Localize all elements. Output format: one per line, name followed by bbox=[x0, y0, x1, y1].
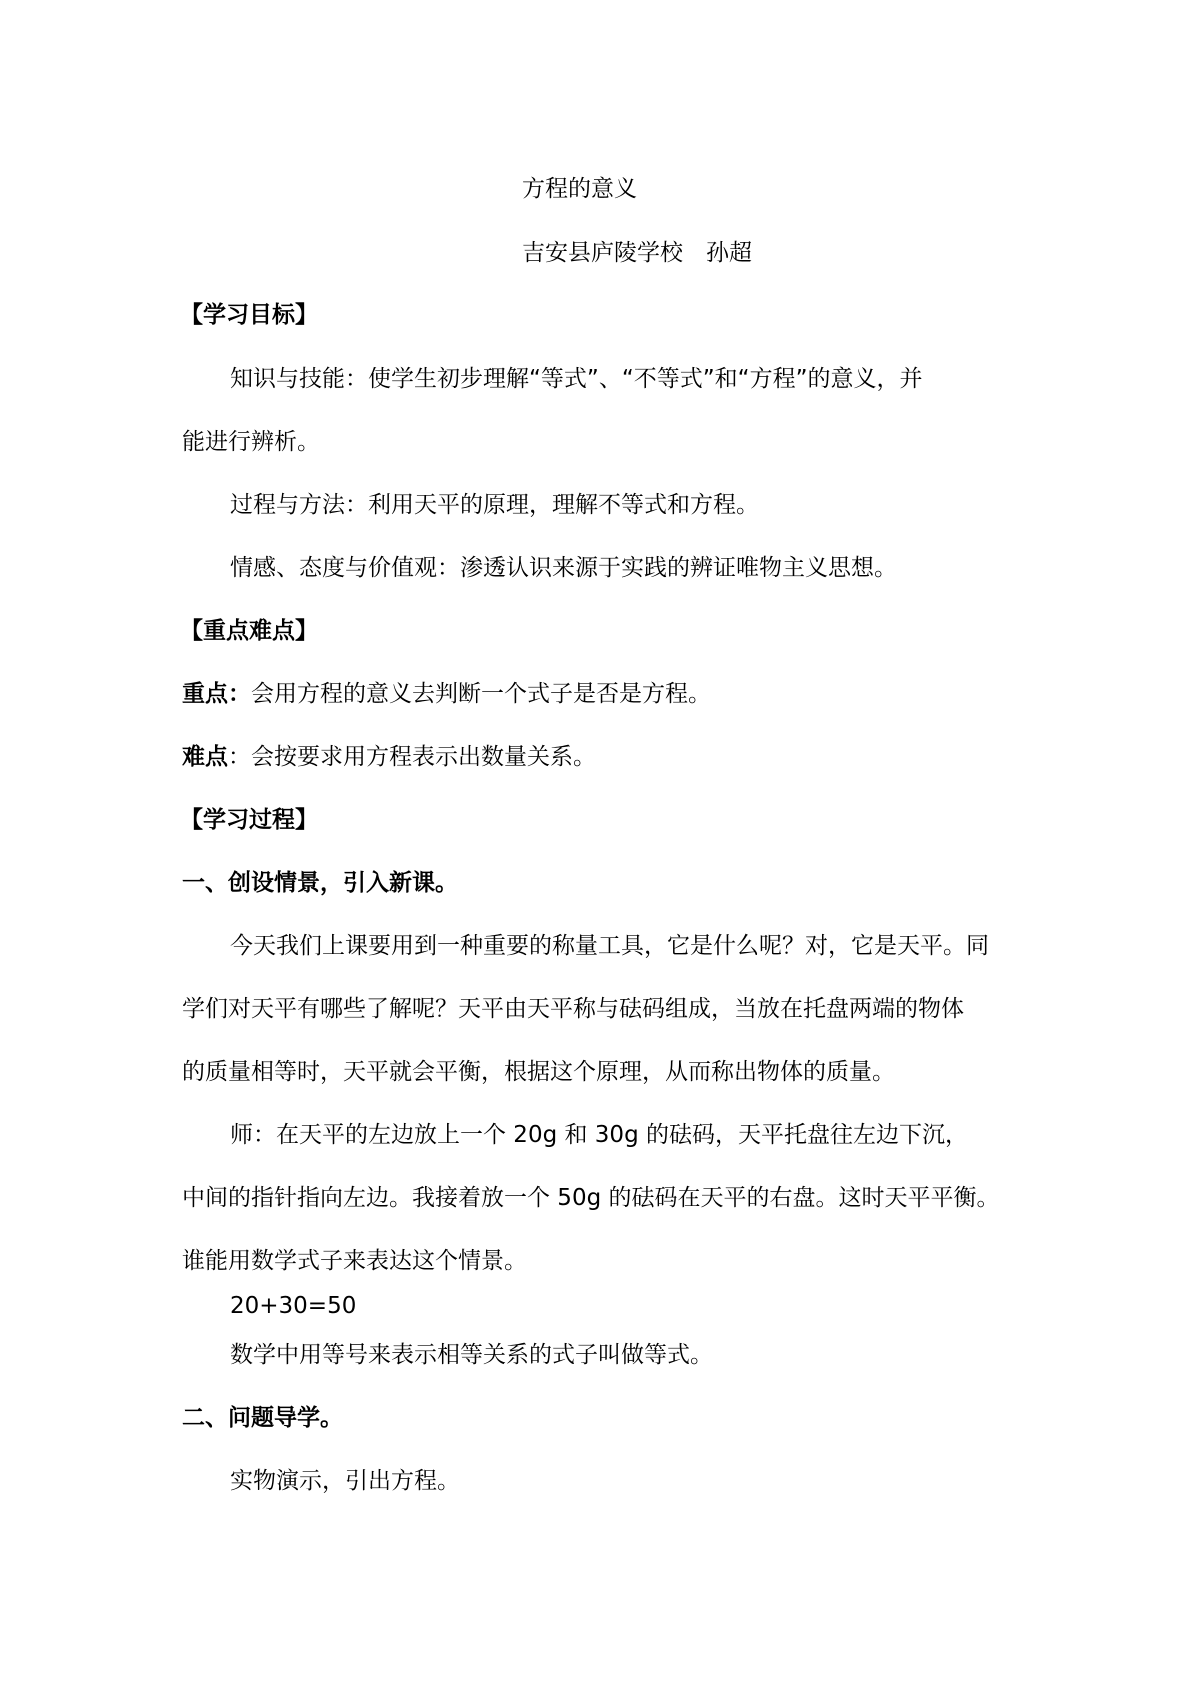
keypoint-label: 重点： bbox=[182, 681, 251, 707]
keypoints-heading: 【重点难点】 bbox=[180, 618, 318, 644]
part2-heading: 二、问题导学。 bbox=[182, 1405, 343, 1431]
part1-paragraph2-line-3: 谁能用数学式子来表达这个情景。 bbox=[182, 1248, 527, 1274]
part1-heading: 一、创设情景，引入新课。 bbox=[182, 870, 458, 896]
equation-definition: 数学中用等号来表示相等关系的式子叫做等式。 bbox=[230, 1342, 713, 1368]
document-title: 方程的意义 bbox=[522, 176, 637, 202]
objectives-heading: 【学习目标】 bbox=[180, 302, 318, 328]
equation: 20+30=50 bbox=[230, 1293, 357, 1319]
objective-process: 过程与方法：利用天平的原理，理解不等式和方程。 bbox=[230, 492, 759, 518]
keypoint-line bbox=[182, 679, 711, 709]
difficulty-line bbox=[182, 742, 596, 772]
author-line: 吉安县庐陵学校 孙超 bbox=[522, 240, 752, 266]
part1-paragraph2-line-1: 师：在天平的左边放上一个 20g 和 30g 的砝码，天平托盘往左边下沉， bbox=[230, 1122, 968, 1148]
objective-emotion: 情感、态度与价值观：渗透认识来源于实践的辨证唯物主义思想。 bbox=[230, 555, 897, 581]
keypoint-text: 会用方程的意义去判断一个式子是否是方程。 bbox=[251, 681, 711, 707]
difficulty-label: 难点 bbox=[182, 744, 228, 770]
objective-knowledge-line-2: 能进行辨析。 bbox=[182, 429, 320, 455]
process-heading: 【学习过程】 bbox=[180, 807, 318, 833]
part1-paragraph1-line-3: 的质量相等时，天平就会平衡，根据这个原理，从而称出物体的质量。 bbox=[182, 1059, 895, 1085]
part1-paragraph1-line-1: 今天我们上课要用到一种重要的称量工具，它是什么呢？对，它是天平。同 bbox=[230, 933, 989, 959]
difficulty-text: ：会按要求用方程表示出数量关系。 bbox=[228, 744, 596, 770]
objective-knowledge-line-1: 知识与技能：使学生初步理解“等式”、“不等式”和“方程”的意义，并 bbox=[230, 366, 923, 392]
part1-paragraph1-line-2: 学们对天平有哪些了解呢？天平由天平称与砝码组成，当放在托盘两端的物体 bbox=[182, 996, 964, 1022]
part1-paragraph2-line-2: 中间的指针指向左边。我接着放一个 50g 的砝码在天平的右盘。这时天平平衡。 bbox=[182, 1185, 1000, 1211]
part2-paragraph1: 实物演示，引出方程。 bbox=[230, 1468, 460, 1494]
